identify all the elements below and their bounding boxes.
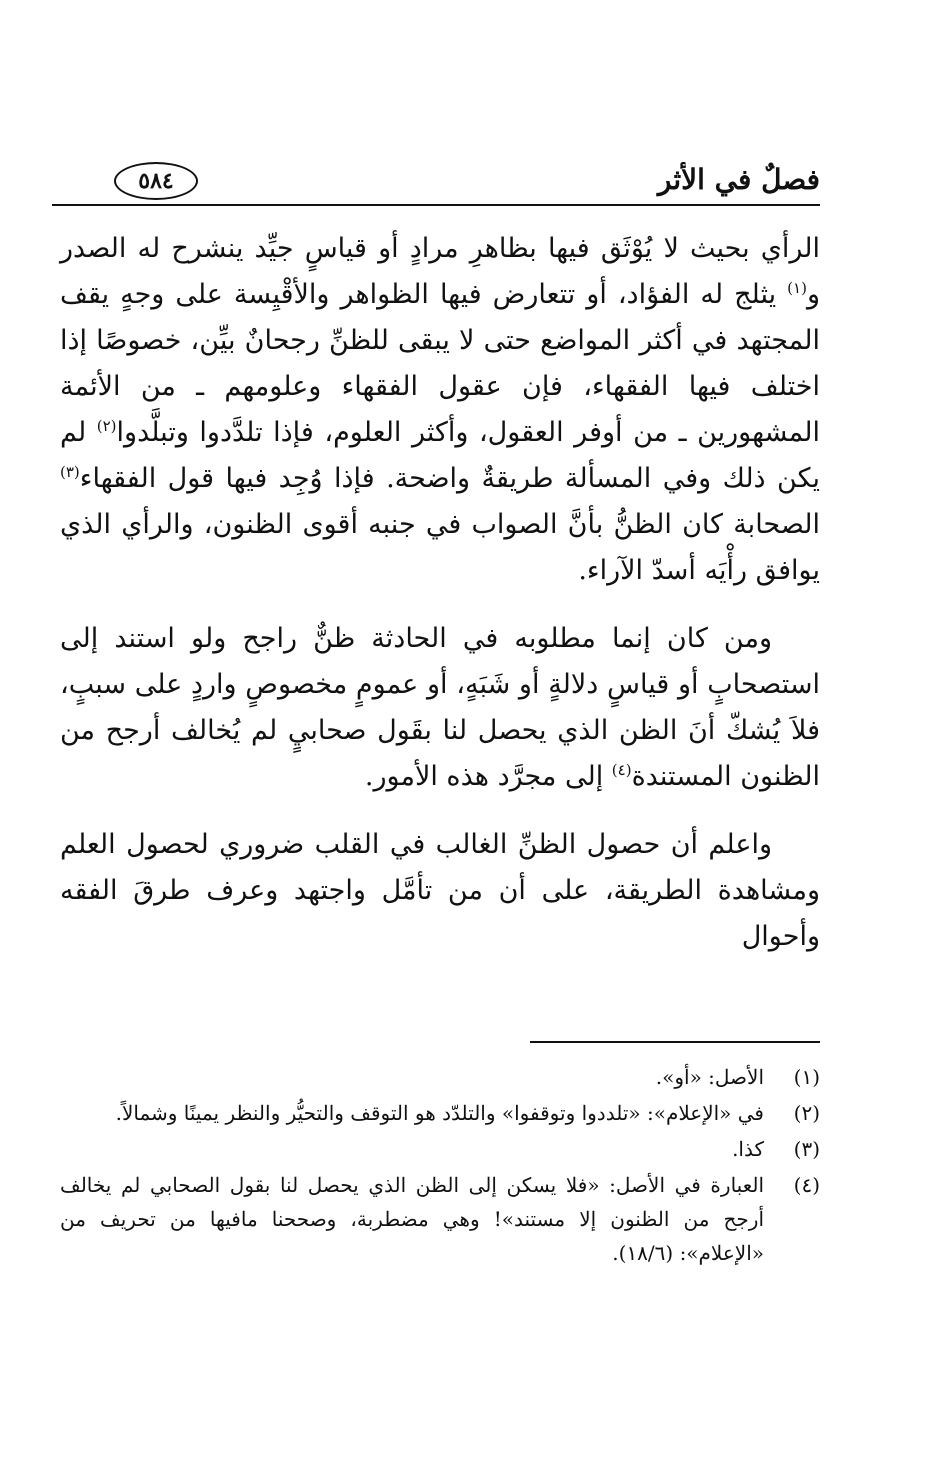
main-text (60, 226, 820, 982)
footnote-number: (١) (793, 1065, 820, 1089)
footnote-text: كذا. (732, 1137, 764, 1161)
footnote-1 (60, 1060, 820, 1094)
text-run: إلى مجرَّد هذه الأمور. (364, 761, 612, 792)
footnote-ref-1: (١) (787, 279, 807, 297)
paragraph-1 (60, 226, 820, 594)
footnote-text: في «الإعلام»: «تلددوا وتوقفوا» والتلدّد هو التوقف والتحيُّر والنظر يمينًا وشمالاً. (115, 1101, 764, 1125)
footnote-2 (60, 1096, 820, 1130)
text-run: لم يكن ذلك وفي المسألة طريقةٌ واضحة. فإذا وُجِد فيها قول الفقهاء (60, 417, 820, 494)
text-run: يثلج له الفؤاد، أو تتعارض فيها الظواهر والأقْيِسة على وجهٍ يقف المجتهد في أكثر المواضع حتى لا يبقى للظنِّ رجحانٌ بيِّن، خصوصًا إذا اختلف فيها الفقهاء، فإن عقول الفقهاء وعلومهم ـ من الأئمة المشهورين ـ من أوفر العقول، وأكثر العلوم، فإذا تلدَّدوا وتبلَّدوا (60, 279, 821, 448)
footnote-number: (٣) (793, 1137, 820, 1161)
paragraph-2 (60, 616, 820, 800)
footnote-separator (530, 1041, 820, 1043)
footnote-ref-3: (٣) (60, 463, 80, 481)
paragraph-3: واعلم أن حصول الظنِّ الغالب في القلب ضروري لحصول العلم ومشاهدة الطريقة، على أن من تأمَّل واجتهد وعرف طرقَ الفقه وأحوال (60, 829, 820, 952)
footnote-4 (60, 1168, 820, 1270)
footnote-text: العبارة في الأصل: «فلا يسكن إلى الظن الذي يحصل لنا بقول الصحابي لم يخالف أرجح من الظنون إلا مستند»! وهي مضطربة، وصححنا مافيها من تحريف من «الإعلام»: (١٨/٦). (60, 1173, 764, 1265)
text-run: الصحابة كان الظنُّ بأنَّ الصواب في جنبه أقوى الظنون، والرأي الذي يوافق رأْيَه أسدّ الآراء. (60, 509, 820, 586)
running-title: فصلٌ في الأثر (657, 163, 820, 196)
footnote-number: (٤) (793, 1173, 820, 1197)
text-run: الرأي بحيث لا يُوْثَق فيها بظاهرِ مرادٍ أو قياسٍ جيِّد ينشرح له الصدر و (60, 233, 820, 310)
footnote-ref-2: (٢) (96, 417, 117, 435)
footnote-ref-4: (٤) (611, 761, 632, 779)
footnote-3 (60, 1132, 820, 1166)
text-run: ومن كان إنما مطلوبه في الحادثة ظنٌّ راجح ولو استند إلى استصحابٍ أو قياسٍ دلالةٍ أو شَبَهٍ، أو عمومٍ مخصوصٍ واردٍ على سببٍ، فلاَ يُشكّ أنَ الظن الذي يحصل لنا بقَول صحابيٍ لم يُخالف أرجح من الظنون المستندة (60, 623, 820, 792)
footnotes (60, 1060, 820, 1272)
page-number: ٥٨٤ (114, 162, 198, 200)
page-header (52, 160, 820, 206)
footnote-text: الأصل: «أو». (655, 1065, 764, 1089)
footnote-number: (٢) (793, 1101, 820, 1125)
